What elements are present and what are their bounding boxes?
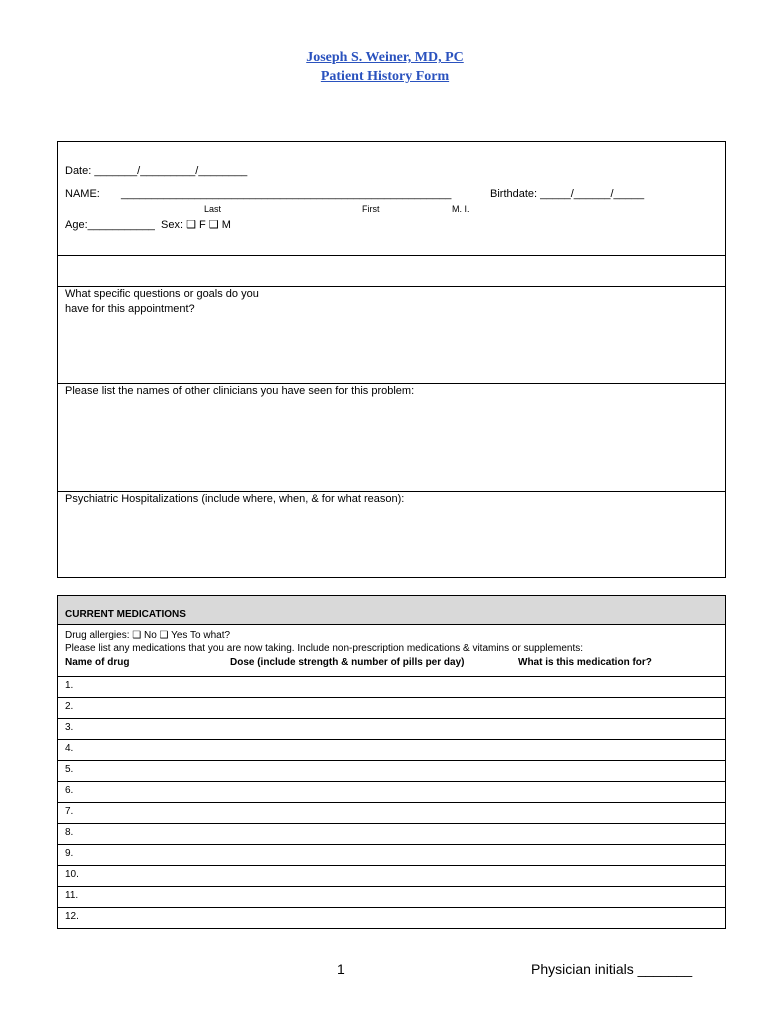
medication-row-number: 4. (65, 743, 74, 754)
col-drug-name: Name of drug (65, 657, 130, 668)
first-name-caption: First (362, 204, 380, 214)
medication-row-number: 12. (65, 911, 79, 922)
name-label: NAME: (65, 188, 100, 200)
medications-box (57, 595, 726, 929)
patient-info-box (57, 141, 726, 578)
practice-name: Joseph S. Weiner, MD, PC (306, 50, 464, 65)
col-dose: Dose (include strength & number of pills per day) (230, 657, 465, 668)
clinicians-section[interactable] (58, 383, 725, 491)
medication-row[interactable] (58, 886, 725, 907)
medication-row-number: 10. (65, 869, 79, 880)
drug-allergies-field[interactable]: Drug allergies: ❑ No ❑ Yes To what? (65, 630, 231, 641)
medication-row[interactable] (58, 697, 725, 718)
name-field[interactable]: ______________________________________________________ (121, 188, 452, 200)
demographics-section (58, 142, 725, 255)
medication-row-number: 7. (65, 806, 74, 817)
middle-initial-caption: M. I. (452, 204, 470, 214)
medication-row[interactable] (58, 802, 725, 823)
hospitalizations-question: Psychiatric Hospitalizations (include where, when, & for what reason): (65, 493, 405, 505)
medication-row-number: 1. (65, 680, 74, 691)
medication-row-number: 3. (65, 722, 74, 733)
medication-row[interactable] (58, 760, 725, 781)
goals-question: What specific questions or goals do you have for this appointment? (65, 288, 259, 315)
medication-row[interactable] (58, 739, 725, 760)
medications-instructions: Please list any medications that you are now taking. Include non-prescription medications & vitamins or supplements: (65, 643, 584, 654)
last-name-caption: Last (204, 204, 222, 214)
medication-row[interactable] (58, 844, 725, 865)
medication-row[interactable] (58, 907, 725, 928)
medication-row-number: 5. (65, 764, 74, 775)
goals-section[interactable] (58, 286, 725, 383)
age-sex-field[interactable]: Age:___________ Sex: ❑ F ❑ M (65, 219, 231, 231)
medication-row-number: 6. (65, 785, 74, 796)
medication-row-number: 11. (65, 890, 79, 901)
form-header (0, 48, 770, 86)
medication-row[interactable] (58, 781, 725, 802)
col-purpose: What is this medication for? (518, 657, 652, 668)
hospitalizations-section[interactable] (58, 491, 725, 577)
form-title: Patient History Form (320, 69, 450, 84)
medications-title: CURRENT MEDICATIONS (65, 609, 186, 620)
birthdate-field[interactable]: Birthdate: _____/______/_____ (490, 188, 645, 200)
physician-initials[interactable]: Physician initials _______ (531, 961, 693, 977)
medication-row[interactable] (58, 718, 725, 739)
page-number: 1 (337, 961, 345, 977)
date-field[interactable]: Date: _______/_________/________ (65, 165, 248, 177)
medications-header (58, 596, 725, 625)
blank-section (58, 255, 725, 286)
medication-row-number: 2. (65, 701, 74, 712)
medication-row-number: 9. (65, 848, 74, 859)
clinicians-question: Please list the names of other clinicians you have seen for this problem: (65, 385, 415, 397)
medication-row[interactable] (58, 823, 725, 844)
medication-row-number: 8. (65, 827, 74, 838)
medication-row[interactable] (58, 865, 725, 886)
medications-intro (65, 629, 583, 655)
medication-row[interactable] (58, 676, 725, 697)
